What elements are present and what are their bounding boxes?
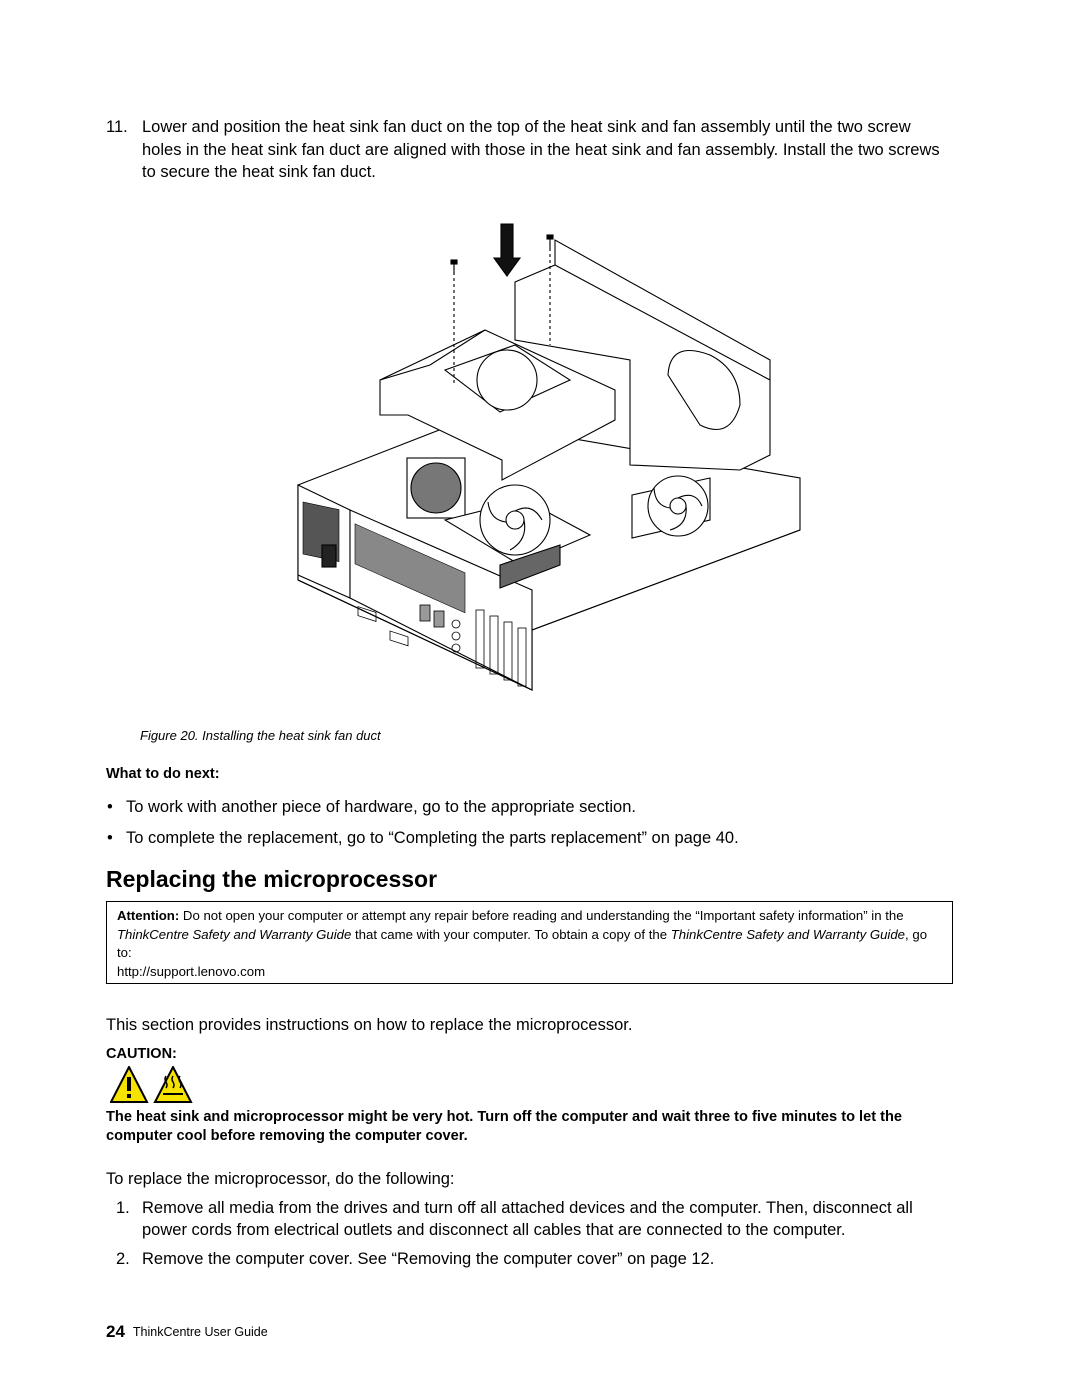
list-item [106,1197,956,1241]
figure-caption: Figure 20. Installing the heat sink fan duct [140,728,381,743]
down-arrow-icon [494,224,520,276]
document-title: ThinkCentre User Guide [132,1325,268,1339]
caution-text: The heat sink and microprocessor might be very hot. Turn off the computer and wait three to five minutes to let the computer cool before removing the computer cover. [106,1109,903,1144]
what-to-do-next-heading: What to do next: [106,766,220,782]
rear-fan-icon [411,463,461,513]
caution-label: CAUTION: [106,1046,177,1062]
procedure-intro: To replace the microprocessor, do the following: [106,1170,455,1188]
guide-title: ThinkCentre Safety and Warranty Guide [117,926,352,942]
page-footer [106,1322,268,1342]
power-connector-icon [322,545,336,567]
what-to-do-next-list [106,796,956,858]
attention-text: that came with your computer. To obtain a copy of the [351,926,671,942]
guide-title: ThinkCentre Safety and Warranty Guide [670,926,906,942]
section-title: Replacing the microprocessor [106,866,438,892]
procedure-steps [106,1197,956,1277]
caution-icons [110,1066,194,1104]
step-text: Remove all media from the drives and turn off all attached devices and the computer. Then, disconnect all power cords from electrical outlets and disconnect all cables that are connected to the computer. [142,1199,913,1239]
list-item: • To complete the replacement, go to “Completing the parts replacement” on page 40. [106,827,956,849]
attention-text: Do not open your computer or attempt any repair before reading and understanding the “Important safety information” in the [179,908,904,923]
list-item: • To work with another piece of hardware, go to the appropriate section. [106,796,956,818]
step-11 [106,116,946,184]
attention-notice [106,901,953,984]
step-number: 1. [116,1199,130,1217]
heat-sink-fan-duct-illustration [270,220,810,710]
screw-left-icon [451,260,457,274]
list-item [106,1248,956,1270]
step-text: Lower and position the heat sink fan duct on the top of the heat sink and fan assembly until the two screw holes in the heat sink fan duct are aligned with those in the heat sink and fan assembly. Install the two screws to secure the heat sink fan duct. [142,118,940,181]
support-url[interactable]: http://support.lenovo.com [117,963,266,979]
hot-surface-icon [155,1067,191,1102]
section-intro: This section provides instructions on how to replace the microprocessor. [106,1016,633,1034]
warning-triangle-icon [111,1067,147,1102]
screw-right-icon [547,235,553,249]
attention-label: Attention: [117,908,180,923]
step-text: Remove the computer cover. See “Removing the computer cover” on page 12. [142,1250,715,1268]
step-number: 11. [106,118,128,136]
cpu-fan-icon [480,485,550,555]
step-number: 2. [116,1250,130,1268]
page-number: 24 [106,1322,125,1341]
attention-text: , go to: [117,926,928,960]
